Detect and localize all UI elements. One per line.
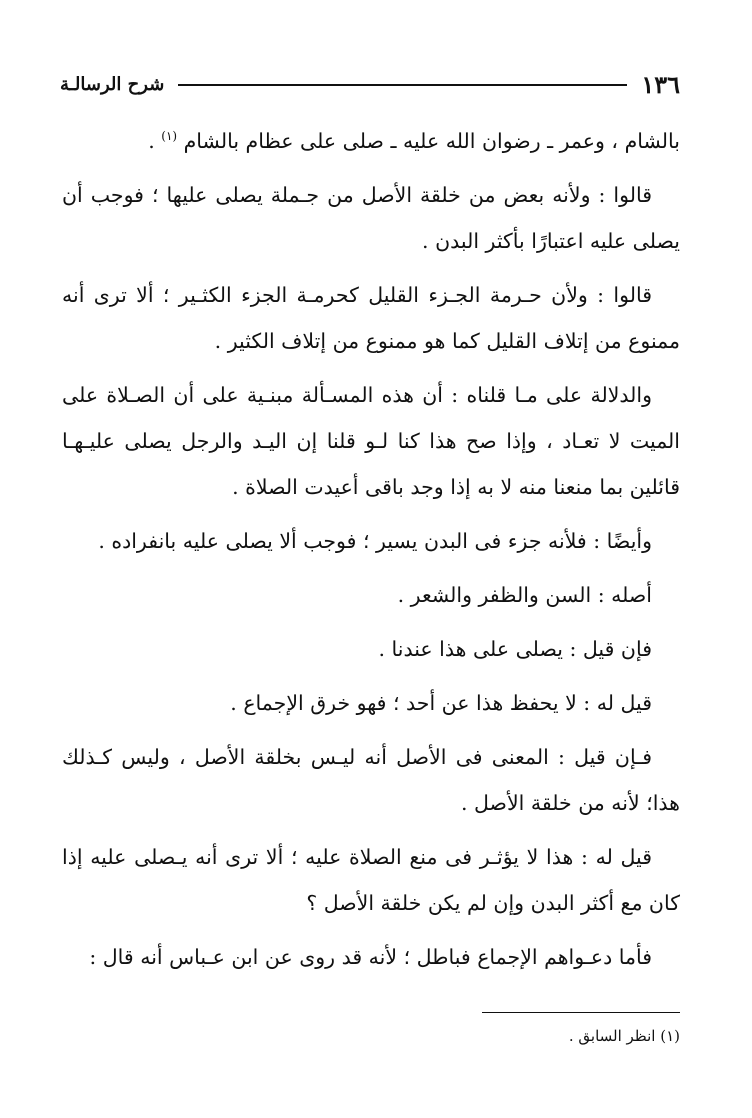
paragraph-10: قيل له : هذا لا يؤثـر فى منع الصلاة عليه ؛ ألا ترى أنه يـصلى عليه إذا كان مع أكثر البدن وإن لم يكن خلقة الأصل ؟ — [62, 845, 680, 915]
paragraph-1-text: بالشام ، وعمر ـ رضوان الله عليه ـ صلى على عظام بالشام — [183, 129, 680, 153]
paragraph-3: قالوا : ولأن حـرمة الجـزء القليل كحرمـة الجزء الكثـير ؛ ألا ترى أنه ممنوع من إتلاف القليل كما هو ممنوع من إتلاف الكثير . — [62, 283, 680, 353]
header-rule — [178, 84, 627, 86]
paragraph-4: والدلالة على مـا قلناه : أن هذه المسـألة مبنـية على أن الصـلاة على الميت لا تعـاد ، وإذا صح هذا كنا لـو قلنا إن اليـد والرجل يصلى عليـهـا قائلين بما منعنا منه لا به إذا وجد باقى أعيدت الصلاة . — [62, 383, 680, 499]
paragraph-9: فـإن قيل : المعنى فى الأصل أنه ليـس بخلقة الأصل ، وليس كـذلك هذا؛ لأنه من خلقة الأصل . — [62, 745, 680, 815]
body-text — [62, 118, 680, 988]
paragraph-6: أصله : السن والظفر والشعر . — [397, 583, 652, 607]
paragraph-7: فإن قيل : يصلى على هذا عندنا . — [378, 637, 652, 661]
paragraph-1 — [62, 118, 680, 164]
footnote-reference[interactable]: (١) — [161, 129, 178, 144]
paragraph-1-end: . — [148, 129, 162, 153]
footnote: (١) انظر السابق . — [568, 1027, 680, 1045]
footnote-rule — [482, 1012, 680, 1013]
paragraph-5: وأيضًا : فلأنه جزء فى البدن يسير ؛ فوجب ألا يصلى عليه بانفراده . — [98, 529, 652, 553]
paragraph-8: قيل له : لا يحفظ هذا عن أحد ؛ فهو خرق الإجماع . — [230, 691, 652, 715]
page-header — [60, 68, 680, 102]
paragraph-2: قالوا : ولأنه بعض من خلقة الأصل من جـملة يصلى عليها ؛ فوجب أن يصلى عليه اعتبارًا بأكثر البدن . — [62, 183, 680, 253]
paragraph-11: فأما دعـواهم الإجماع فباطل ؛ لأنه قد روى عن ابن عـباس أنه قال : — [89, 945, 652, 969]
running-title: شرح الرسالـة — [60, 74, 165, 95]
page-number: ١٣٦ — [641, 70, 680, 99]
